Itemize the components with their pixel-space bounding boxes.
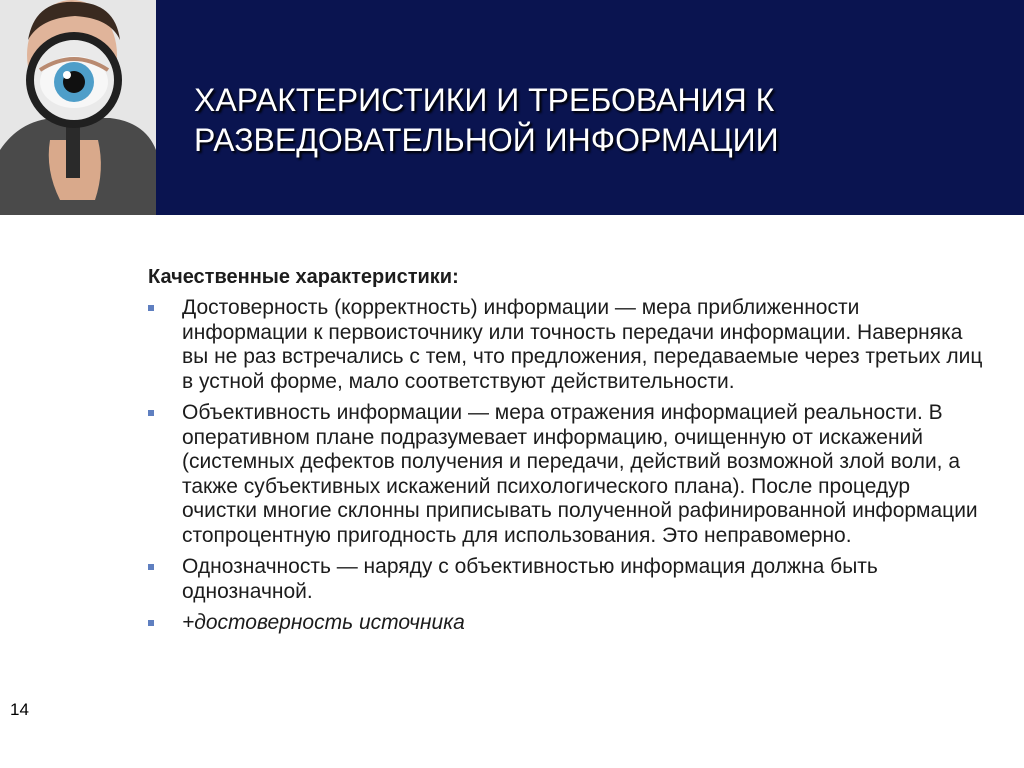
list-item: [148, 401, 988, 548]
list-item: [148, 296, 988, 394]
square-bullet-icon: [148, 305, 154, 311]
bullet-list: [148, 296, 988, 636]
section-heading: Качественные характеристики:: [148, 266, 459, 288]
list-item: [148, 555, 988, 604]
slide-title: [194, 80, 994, 160]
square-bullet-icon: [148, 564, 154, 570]
list-item: [148, 611, 988, 636]
magnifying-glass-photo: [0, 0, 156, 215]
title-banner: [0, 0, 1024, 215]
list-item-text: +достоверность источника: [182, 611, 465, 634]
square-bullet-icon: [148, 620, 154, 626]
list-item-text: Объективность информации — мера отражения информацией реальности. В оперативном плане подразумевает информацию, очищенную от искажений (системных дефектов получения и передачи, действий возможной злой воли, а также субъективных искажений психологического плана). После процедур очистки многие склонны приписывать полученной рафинированной информации стопроцентную пригодность для использования. Это неправомерно.: [182, 401, 978, 547]
square-bullet-icon: [148, 410, 154, 416]
list-item-text: Достоверность (корректность) информации — мера приближенности информации к первоисточнику или точность передачи информации. Наверняка вы не раз встречались с тем, что предложения, передаваемые через третьих лиц в устной форме, мало соответствуют действительности.: [182, 296, 983, 393]
slide-number: 14: [10, 700, 29, 719]
slide-title-line-2: РАЗВЕДОВАТЕЛЬНОЙ ИНФОРМАЦИИ: [194, 122, 779, 158]
slide-content: [148, 264, 988, 643]
slide-title-line-1: ХАРАКТЕРИСТИКИ И ТРЕБОВАНИЯ К: [194, 82, 775, 118]
list-item-text: Однозначность — наряду с объективностью информация должна быть однозначной.: [182, 555, 878, 603]
